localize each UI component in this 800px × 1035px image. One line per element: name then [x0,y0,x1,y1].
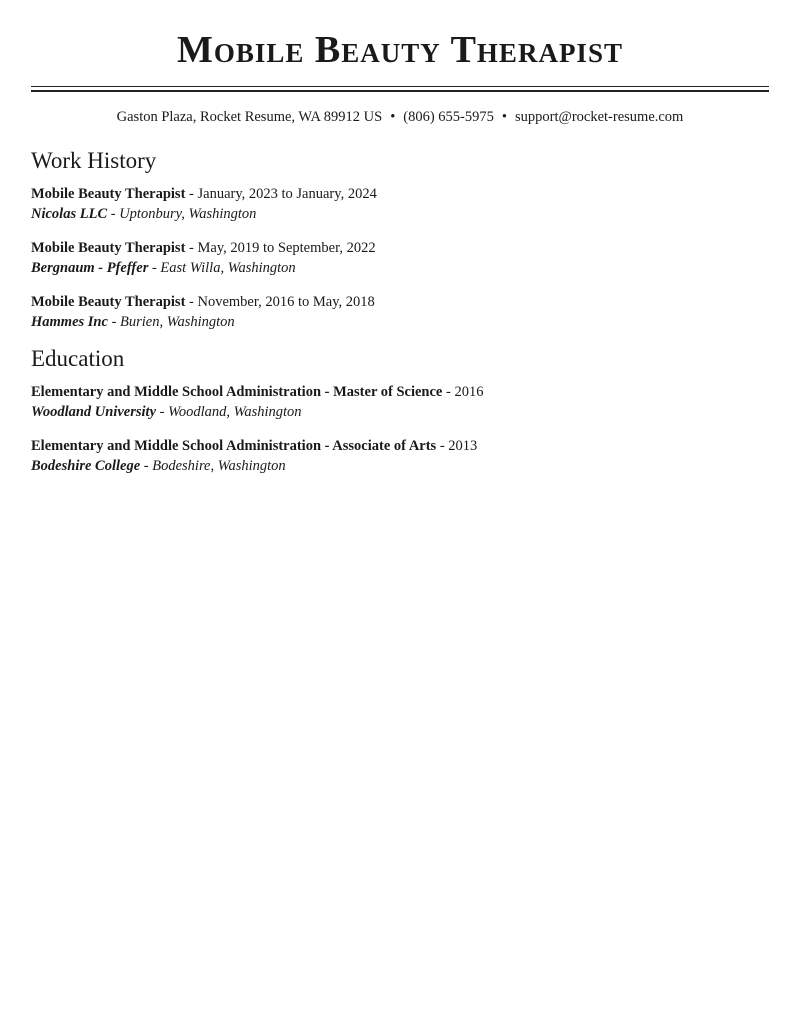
entry-dates: - January, 2023 to January, 2024 [185,186,377,202]
entry-dates: - November, 2016 to May, 2018 [185,294,375,310]
phone: (806) 655-5975 [403,109,494,125]
address: Gaston Plaza, Rocket Resume, WA 89912 US [116,109,383,125]
entry [31,184,769,224]
entry-title: Elementary and Middle School Administration - Associate of Arts [31,438,437,454]
separator: • [501,109,507,125]
entry [31,238,769,278]
entry-organization: Bergnaum - Pfeffer [31,260,149,276]
entry-title: Elementary and Middle School Administration - Master of Science [31,384,443,400]
contact-line [31,109,769,126]
separator: • [390,109,396,125]
entry-location: - Woodland, Washington [156,404,302,420]
entry-location: - East Willa, Washington [148,260,296,276]
entry [31,382,769,422]
entry-organization: Nicolas LLC [31,206,108,222]
entry-title: Mobile Beauty Therapist [31,186,186,202]
divider [31,90,769,92]
entry [31,292,769,332]
entry-location: - Burien, Washington [107,314,235,330]
page-title: Mobile Beauty Therapist [177,29,623,71]
entry-dates: - 2013 [436,438,478,454]
entry-title: Mobile Beauty Therapist [31,294,186,310]
entry-organization: Hammes Inc [31,314,108,330]
email: support@rocket-resume.com [514,109,684,125]
entry-dates: - 2016 [442,384,484,400]
entry-title: Mobile Beauty Therapist [31,240,186,256]
section-heading-work: Work History [31,148,157,173]
entry-organization: Woodland University [31,404,156,420]
entry [31,436,769,476]
entry-location: - Bodeshire, Washington [140,458,286,474]
section-heading-education: Education [31,346,125,371]
entry-location: - Uptonbury, Washington [107,206,257,222]
entry-dates: - May, 2019 to September, 2022 [185,240,376,256]
entry-organization: Bodeshire College [31,458,141,474]
divider [31,86,769,87]
